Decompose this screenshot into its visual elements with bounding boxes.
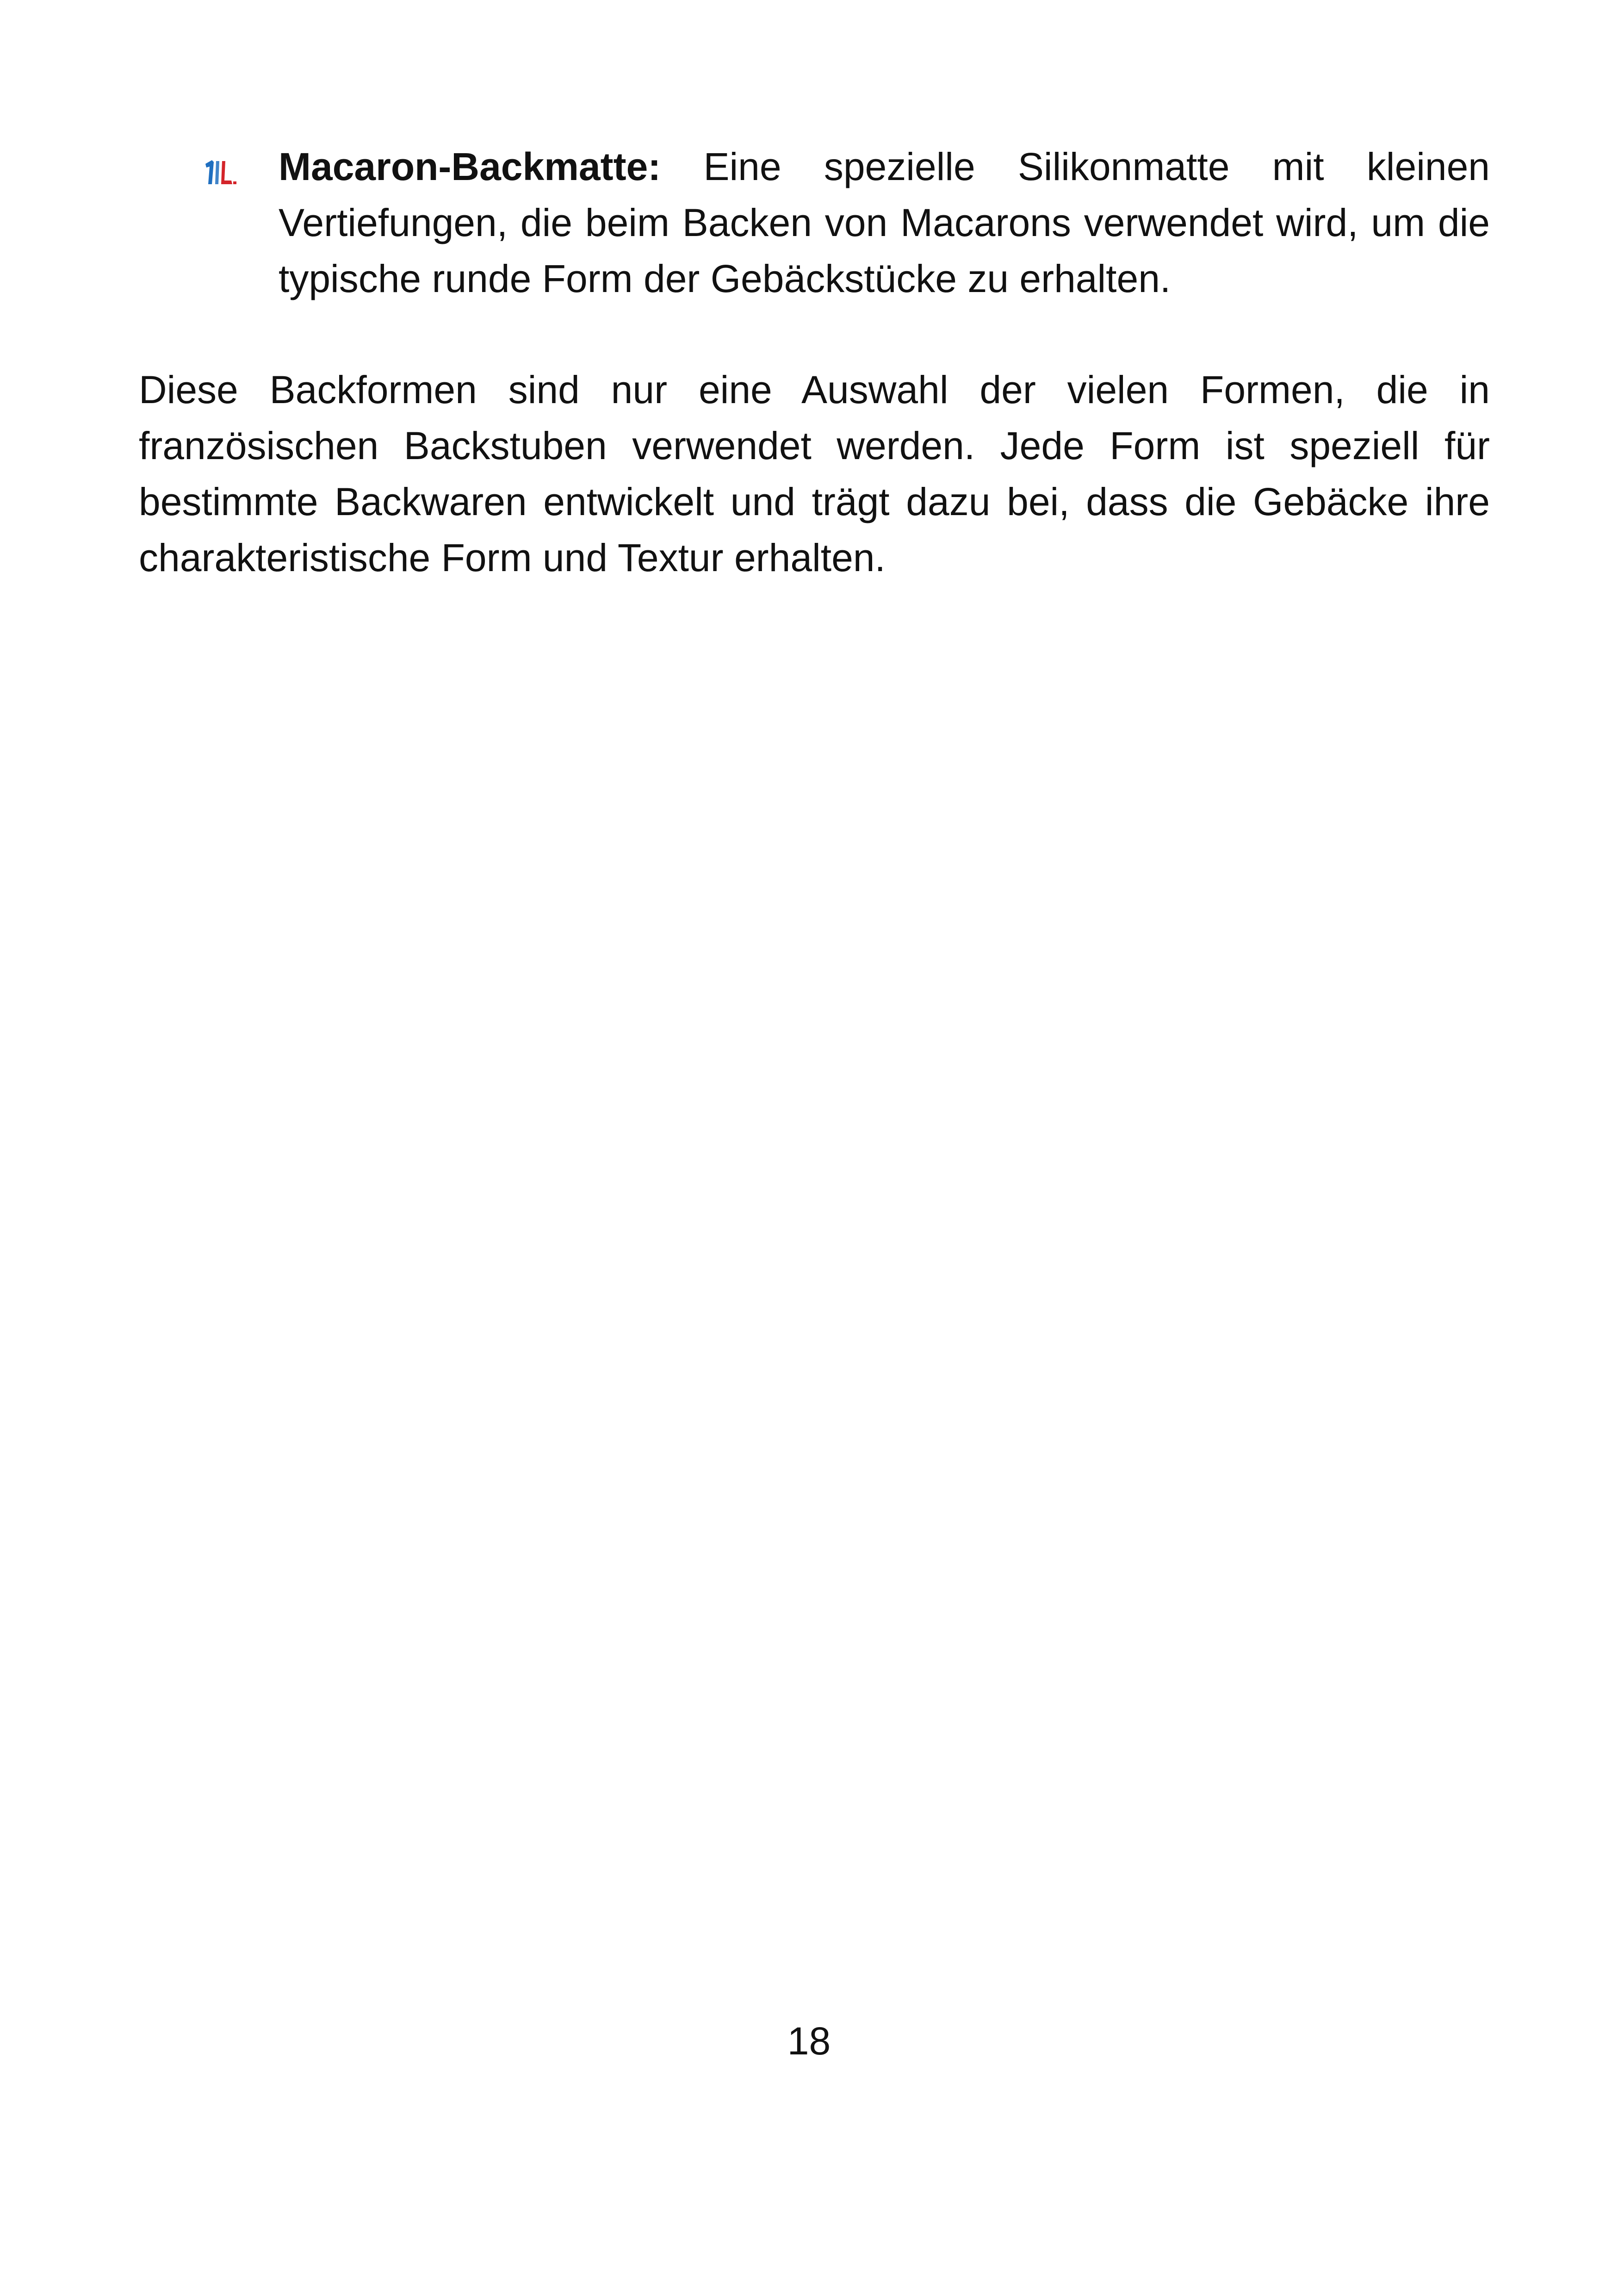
page-number: 18	[787, 2019, 831, 2063]
list-item-description: Eine spezielle Silikonmatte mit kleinen Vertiefungen, die beim Backen von Macarons verwendet wird, um die typische runde Form der Gebäckstücke zu erhalten.	[279, 145, 1490, 300]
list-item-term: Macaron-Backmatte:	[279, 145, 661, 188]
body-paragraph: Diese Backformen sind nur eine Auswahl der vielen Formen, die in französischen Backstuben verwendet werden. Jede Form ist speziell für bestimmte Backwaren entwickelt und trägt dazu bei, dass die Gebäcke ihre charakteristische Form und Textur erhalten.	[139, 368, 1490, 579]
list-item-text	[279, 139, 1490, 307]
french-flag-icon	[204, 157, 239, 187]
